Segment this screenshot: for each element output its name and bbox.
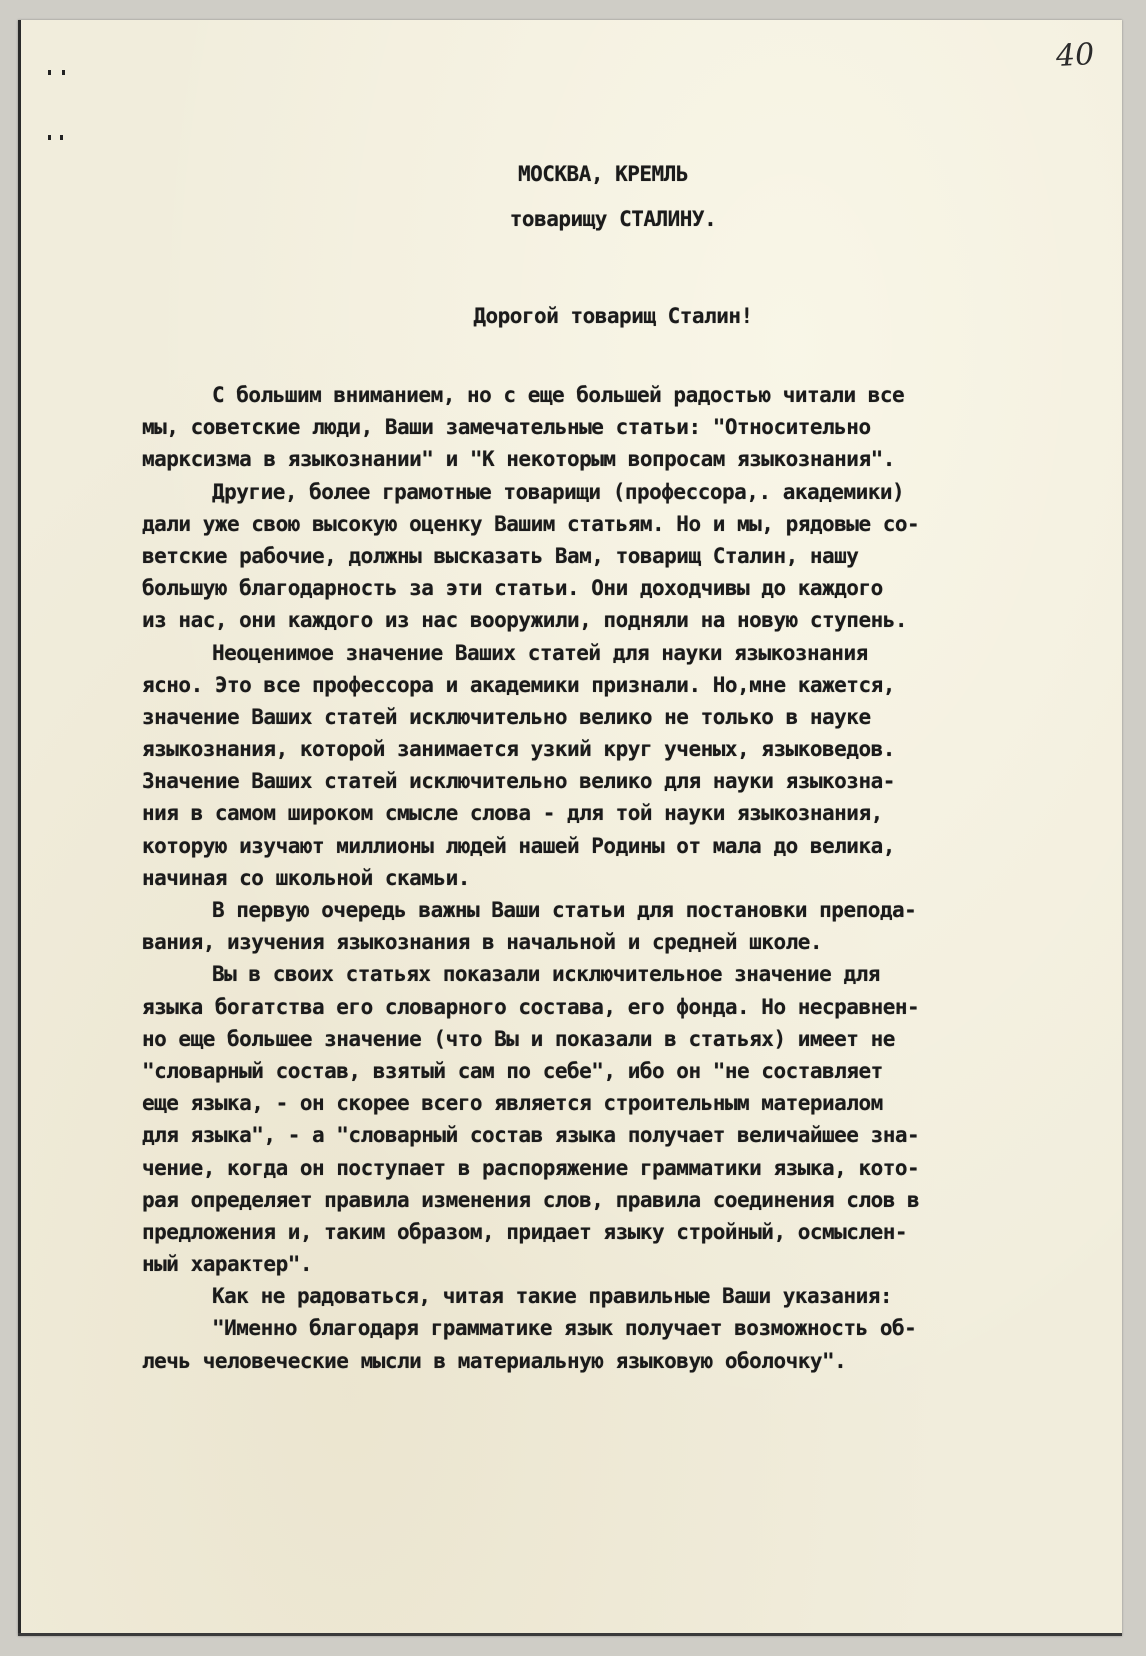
text-line: ясно. Это все профессора и академики признали. Но,мне кажется, xyxy=(142,672,895,697)
text-line: начиная со школьной скамьи. xyxy=(142,865,470,890)
page-left-edge xyxy=(18,20,21,1636)
text-line: С большим вниманием, но с еще большей радостью читали все xyxy=(212,383,905,407)
text-line: ния в самом широком смысле слова - для той науки языкознания, xyxy=(142,801,883,826)
text-line: чение, когда он поступает в распоряжение грамматики языка, кото- xyxy=(142,1155,920,1180)
text-line: из нас, они каждого из нас вооружили, подняли на новую ступень. xyxy=(142,608,908,633)
text-line: языкознания, которой занимается узкий круг ученых, языковедов. xyxy=(142,737,895,762)
text-line: В первую очередь важны Ваши статьи для постановки препода- xyxy=(212,898,917,922)
text-line: вания, изучения языкознания в начальной и средней школе. xyxy=(142,930,823,955)
letter-body xyxy=(142,379,1102,1377)
text-line: но еще большее значение (что Вы и показали в статьях) имеет не xyxy=(142,1026,895,1051)
page-bottom-edge xyxy=(18,1633,1122,1636)
text-line: Как не радоваться, читая такие правильные Ваши указания: xyxy=(212,1284,893,1309)
text-line: марксизма в языкознании" и "К некоторым вопросам языкознания". xyxy=(142,447,895,472)
text-line: Вы в своих статьях показали исключительное значение для xyxy=(212,962,880,987)
text-line: ветские рабочие, должны высказать Вам, товарищ Сталин, нашу xyxy=(142,543,859,568)
salutation: Дорогой товарищ Сталин! xyxy=(473,304,753,328)
text-line: языка богатства его словарного состава, его фонда. Но несравнен- xyxy=(142,994,920,1019)
text-line: рая определяет правила изменения слов, правила соединения слов в xyxy=(142,1187,920,1212)
address-line-2: товарищу СТАЛИНУ. xyxy=(509,207,717,231)
text-line: дали уже свою высокую оценку Вашим статьям. Но и мы, рядовые со- xyxy=(142,511,920,536)
text-line: мы, советские люди, Ваши замечательные статьи: "Относительно xyxy=(142,415,871,440)
punch-mark xyxy=(62,70,65,75)
address-line-1: МОСКВА, КРЕМЛЬ xyxy=(517,162,688,186)
text-line: ный характер". xyxy=(142,1252,313,1277)
text-line: лечь человеческие мысли в материальную языковую оболочку". xyxy=(142,1348,847,1373)
text-line: Другие, более грамотные товарищи (профессора,. академики) xyxy=(212,479,905,504)
text-line: для языка", - а "словарный состав языка получает величайшее зна- xyxy=(142,1123,920,1148)
punch-mark xyxy=(48,70,51,75)
text-line: еще языка, - он скорее всего является строительным материалом xyxy=(142,1091,883,1116)
text-line: "словарный состав, взятый сам по себе", ибо он "не составляет xyxy=(142,1058,883,1083)
text-line: "Именно благодаря грамматике язык получает возможность об- xyxy=(212,1316,917,1341)
text-line: Неоценимое значение Ваших статей для науки языкознания xyxy=(212,640,868,665)
punch-mark xyxy=(48,135,51,140)
text-line: Значение Ваших статей исключительно велико для науки языкозна- xyxy=(142,769,895,794)
text-line: большую благодарность за эти статьи. Они доходчивы до каждого xyxy=(142,576,883,601)
text-line: предложения и, таким образом, придает языку стройный, осмыслен- xyxy=(142,1219,908,1244)
text-line: значение Ваших статей исключительно велико не только в науке xyxy=(142,704,871,729)
page-number: 40 xyxy=(1054,37,1095,74)
text-line: которую изучают миллионы людей нашей Родины от мала до велика, xyxy=(142,833,895,858)
punch-mark xyxy=(60,135,63,140)
